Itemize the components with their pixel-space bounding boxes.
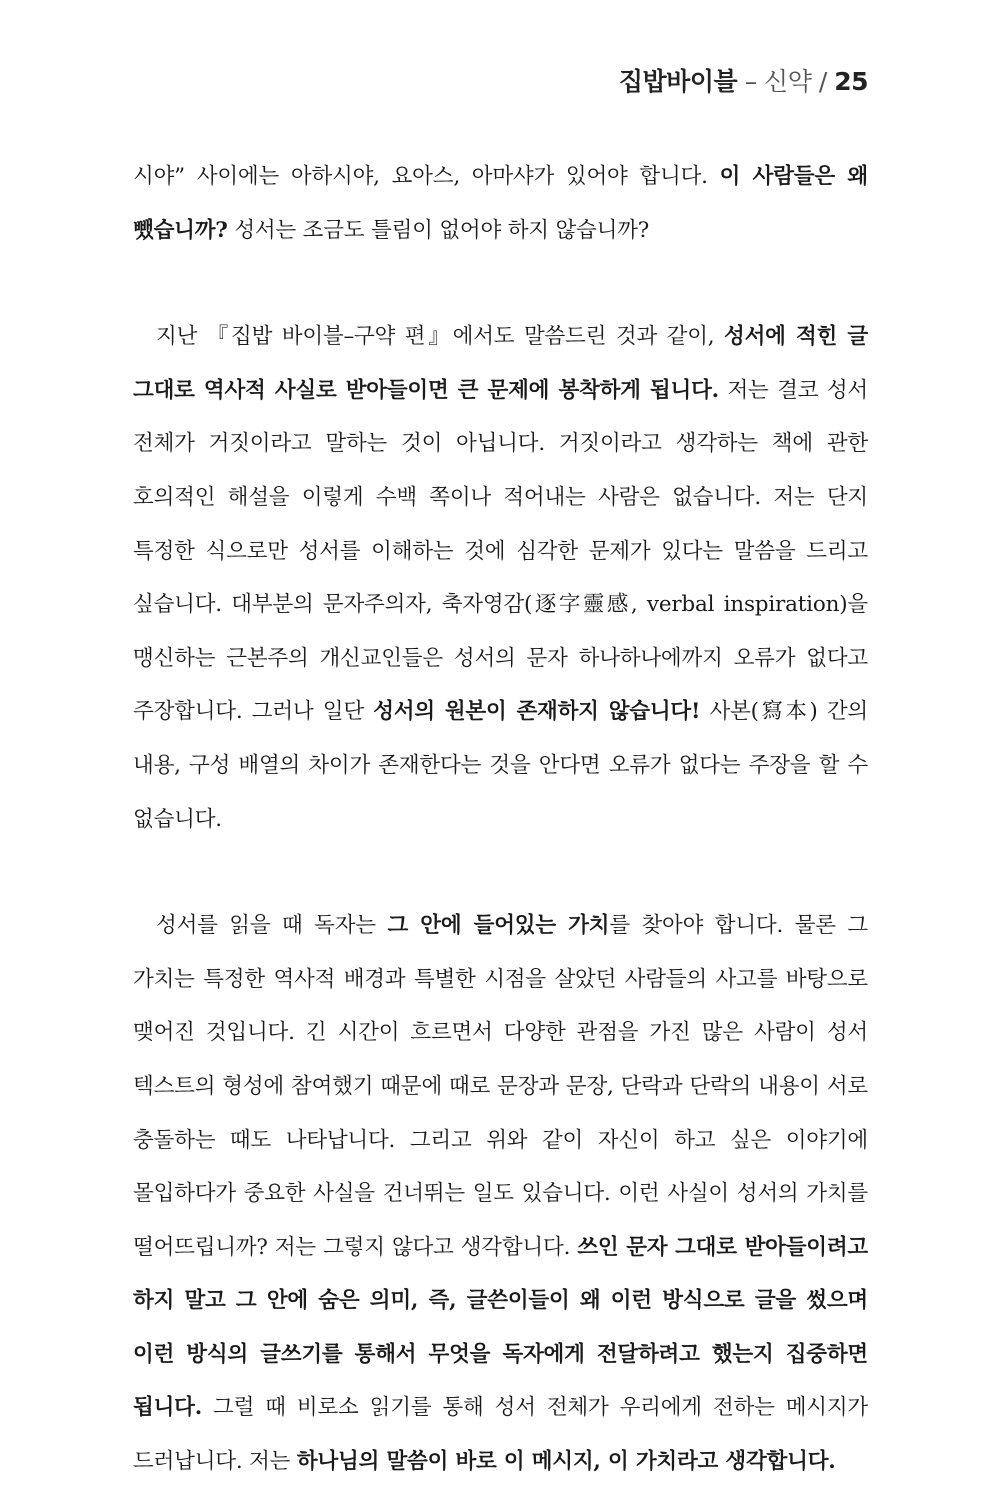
page-number: 25 [834, 67, 868, 96]
text-span: 성서는 조금도 틀림이 없어야 하지 않습니까? [227, 217, 650, 243]
bold-text-span: 쓰인 문자 그대로 받아들이려고 하지 말고 그 안에 숨은 의미, 즉, 글쓴이들이 왜 이런 방식으로 글을 썼으며 이런 방식의 글쓰기를 통해서 무엇을 독자에게 전달하려고 했는지 집중하면 됩니다. [133, 1234, 868, 1421]
bold-text-span: 하나님의 말씀이 바로 이 메시지, 이 가치라고 생각합니다. [296, 1449, 836, 1475]
book-title: 집밥바이블 [618, 67, 738, 96]
bold-text-span: 이 사람들은 왜 뺐습니까? [133, 164, 868, 243]
text-span: 그럴 때 비로소 읽기를 통해 성서 전체가 우리에게 전하는 메시지가 드러납니다. 저는 [133, 1395, 868, 1475]
paragraph [133, 150, 868, 257]
bold-text-span: 성서의 원본이 존재하지 않습니다! [373, 699, 701, 725]
bold-text-span: 성서에 적힌 글 그대로 역사적 사실로 받아들이면 큰 문제에 봉착하게 됩니다. [133, 324, 868, 403]
paragraph [133, 899, 868, 1489]
book-subtitle: 신약 [764, 67, 812, 96]
page-body [133, 150, 868, 1489]
text-span: 성서를 읽을 때 독자는 [156, 913, 388, 939]
text-span: 지난 『집밥 바이블–구약 편』에서도 말씀드린 것과 같이, [156, 324, 725, 350]
title-dash: – [744, 67, 757, 96]
text-span: 저는 결코 성서 전체가 거짓이라고 말하는 것이 아닙니다. 거짓이라고 생각하는 책에 관한 호의적인 해설을 이렇게 수백 쪽이나 적어내는 사람은 없습니다. 저는 단지 특정한 식으로만 성서를 이해하는 것에 심각한 문제가 있다는 말씀을 드리고 싶습니다. 대부분의 문자주의자, 축자영감(逐字靈感, verbal inspiration)을 맹신하는 근본주의 개신교인들은 성서의 문자 하나하나에까지 오류가 없다고 주장합니다. 그러나 일단 [133, 377, 868, 725]
text-span: 를 찾아야 합니다. 물론 그 가치는 특정한 역사적 배경과 특별한 시점을 살았던 사람들의 사고를 바탕으로 맺어진 것입니다. 긴 시간이 흐르면서 다양한 관점을 가진 많은 사람이 성서 텍스트의 형성에 참여했기 때문에 때로 문장과 문장, 단락과 단락의 내용이 서로 충돌하는 때도 나타납니다. 그리고 위와 같이 자신이 하고 싶은 이야기에 몰입하다가 중요한 사실을 건너뛰는 일도 있습니다. 이런 사실이 성서의 가치를 떨어뜨립니까? 저는 그렇지 않다고 생각합니다. [133, 913, 868, 1260]
text-span: 시야” 사이에는 아하시야, 요아스, 아마샤가 있어야 합니다. [133, 164, 720, 189]
running-header [619, 62, 868, 98]
text-span: 사본(寫本) 간의 내용, 구성 배열의 차이가 존재한다는 것을 안다면 오류가 없다는 주장을 할 수 없습니다. [133, 699, 868, 832]
header-separator: / [818, 67, 827, 96]
paragraph [133, 310, 868, 846]
bold-text-span: 그 안에 들어있는 가치 [387, 913, 610, 939]
